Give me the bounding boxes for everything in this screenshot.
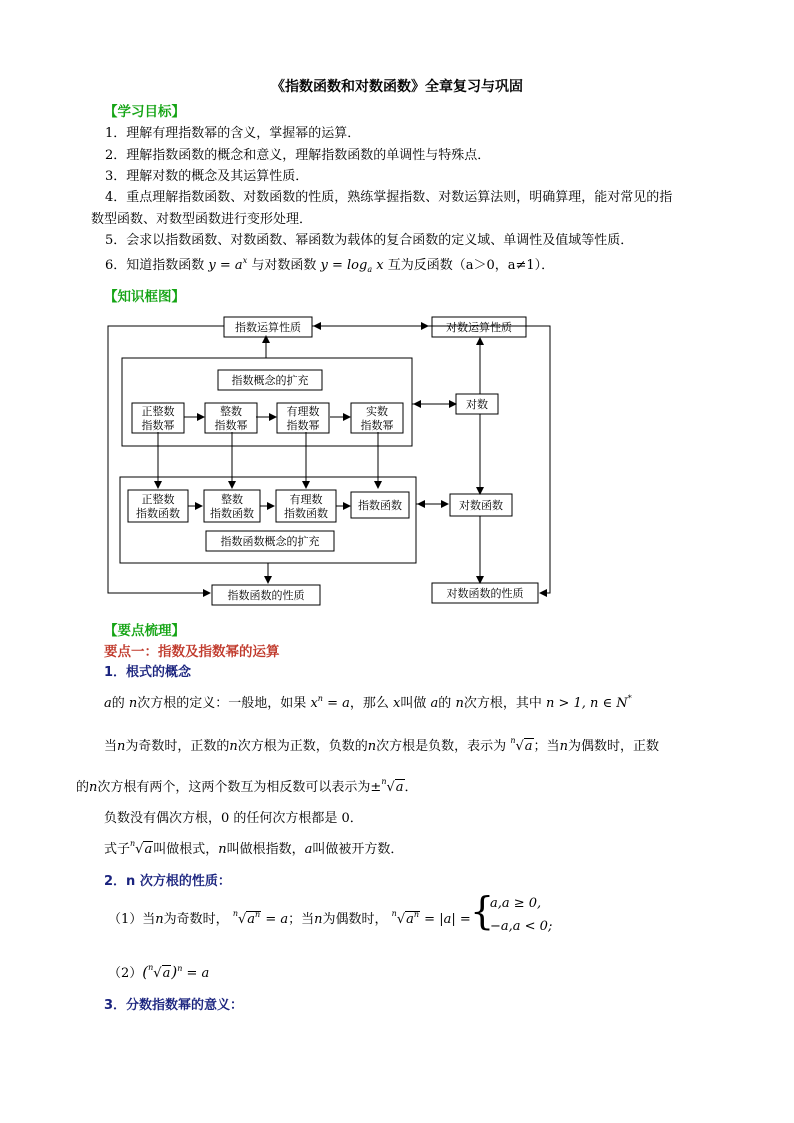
goal-6-prefix: 6．知道指数函数 [105,258,205,273]
box-rational-2: 指数幂 [286,419,320,432]
formula-exp: $y = a^x$ [208,256,248,273]
box-pos-int-fn-1: 正整数 [141,493,175,506]
goal-item-2: 2．理解指数函数的概念和意义，理解指数函数的单调性与特殊点． [105,148,491,163]
goal-item-5: 5．会求以指数函数、对数函数、幂函数为载体的复合函数的定义域、单调性及值域等性质． [105,233,634,248]
goal-item-4-cont: 数型函数、对数型函数进行变形处理． [91,212,313,227]
box-exp-ops: 指数运算性质 [235,321,301,334]
piecewise-brace: { [470,889,495,933]
case-2: −a,a < 0; [490,919,553,934]
summary-header: 【要点梳理】 [104,623,185,639]
box-pos-int-1: 正整数 [141,405,175,418]
box-exp-fn-concept-ext: 指数函数概念的扩充 [220,535,320,548]
root-property-2: $(2)(^n√a)^n = a$ [108,963,210,981]
knowledge-diagram [100,310,560,610]
section-2-title: 2．n 次方根的性质： [104,874,231,889]
even-root-line: 的n次方根有两个，这两个数互为相反数可以表示为±$^n$√a． [76,777,418,795]
box-exp-fn: 指数函数 [358,499,402,512]
box-log: 对数 [466,398,488,411]
page-title: 《指数函数和对数函数》全章复习与巩固 [271,79,523,95]
box-log-fn: 对数函数 [459,499,503,512]
box-rational-fn-2: 指数函数 [284,507,328,520]
box-rational-fn-1: 有理数 [289,493,323,506]
box-real-1: 实数 [366,405,388,418]
box-int-fn-2: 指数函数 [210,507,254,520]
box-int-2: 指数幂 [214,419,248,432]
radical-definition: a的 n次方根的定义：一般地，如果 $x^n = a$，那么 x叫做 a的 n次方根，其中 n > 1, n ∈ N* [104,694,632,711]
section-3-title: 3．分数指数幂的意义： [104,998,244,1013]
box-int-1: 整数 [220,405,242,418]
point-1-header: 要点一：指数及指数幂的运算 [104,644,280,660]
box-exp-fn-props: 指数函数的性质 [227,589,305,602]
box-real-2: 指数幂 [360,419,394,432]
box-int-fn-1: 整数 [221,493,243,506]
goal-item-6 [105,254,554,274]
goals-header: 【学习目标】 [104,104,185,120]
framework-header: 【知识框图】 [104,289,185,305]
goal-item-4: 4．重点理解指数函数、对数函数的性质，熟练掌握指数、对数运算法则，明确算理，能对常见的指 [105,190,673,205]
formula-log: $y = \log_a x$ [320,258,384,274]
odd-even-root-line: 当n为奇数时，正数的n次方根为正数，负数的n次方根是负数，表示为 $^n$√a；当n为偶数时，正数 [104,736,659,754]
section-1-title: 1．根式的概念 [104,665,192,680]
box-exp-concept-ext: 指数概念的扩充 [231,374,309,387]
box-log-ops: 对数运算性质 [446,321,512,334]
negative-root-note: 负数没有偶次方根，0 的任何次方根都是 0． [104,811,363,826]
root-property-1: （1）当n为奇数时， $^n√a^n = a$；当n为偶数时， $^n√a^n = |a|$ = [108,909,471,927]
box-log-fn-props: 对数函数的性质 [446,587,524,600]
case-1: a,a ≥ 0, [490,896,542,911]
goal-6-suffix: 互为反函数（a＞0，a≠1）． [387,258,555,273]
box-pos-int-2: 指数幂 [141,419,175,432]
goal-6-middle: 与对数函数 [251,258,317,273]
radical-terms: 式子$^n$√a叫做根式，n叫做根指数，a叫做被开方数． [104,839,404,857]
goal-item-3: 3．理解对数的概念及其运算性质． [105,169,309,184]
goal-item-1: 1．理解有理指数幂的含义，掌握幂的运算． [105,126,361,141]
box-pos-int-fn-2: 指数函数 [136,507,180,520]
box-rational-1: 有理数 [286,405,320,418]
